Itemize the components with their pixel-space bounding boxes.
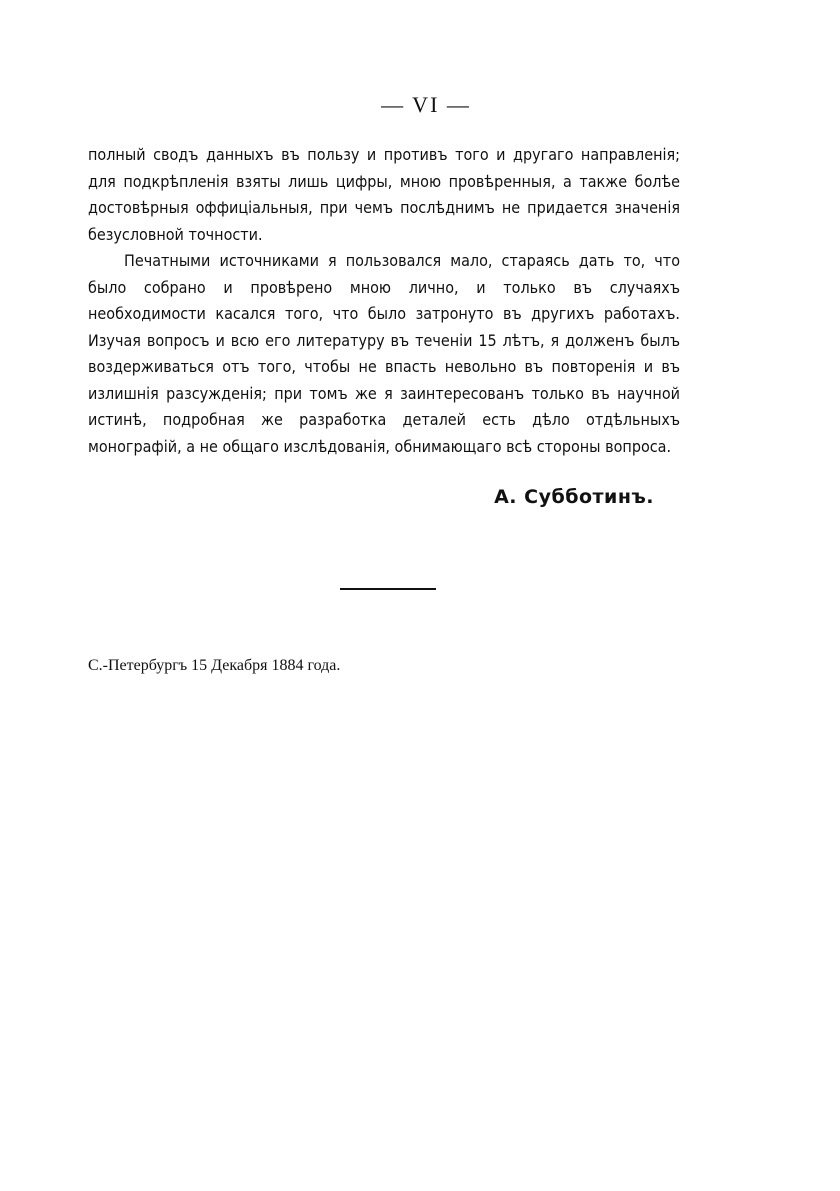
- author-signature: А. Субботинъ.: [494, 486, 654, 508]
- body-text: [88, 142, 680, 460]
- page-number: — VI —: [381, 92, 471, 117]
- paragraph-2: Печатными источниками я пользовался мало, стараясь дать то, что было собрано и провѣрено мною лично, и только въ случаяхъ необходимости касался того, что было затронуто въ другихъ работахъ. Изучая вопросъ и всю его литературу въ теченіи 15 лѣтъ, я долженъ былъ воздерживаться отъ того, чтобы не впасть невольно въ повторенія и въ излишнія разсужденія; при томъ же я заинтересованъ только въ научной истинѣ, подробная же разработка деталей есть дѣло отдѣльныхъ монографій, а не общаго изслѣдованія, обнимающаго всѣ стороны вопроса.: [88, 251, 680, 456]
- place-date-line: С.-Петербургъ 15 Декабря 1884 года.: [88, 657, 341, 674]
- section-divider: [340, 588, 436, 590]
- paragraph-1: полный сводъ данныхъ въ пользу и противъ того и другаго направленія; для подкрѣпленія взяты лишь цифры, мною провѣренныя, а также болѣе достовѣрныя оффиціальныя, при чемъ послѣднимъ не придается значенія безусловной точности.: [88, 145, 680, 244]
